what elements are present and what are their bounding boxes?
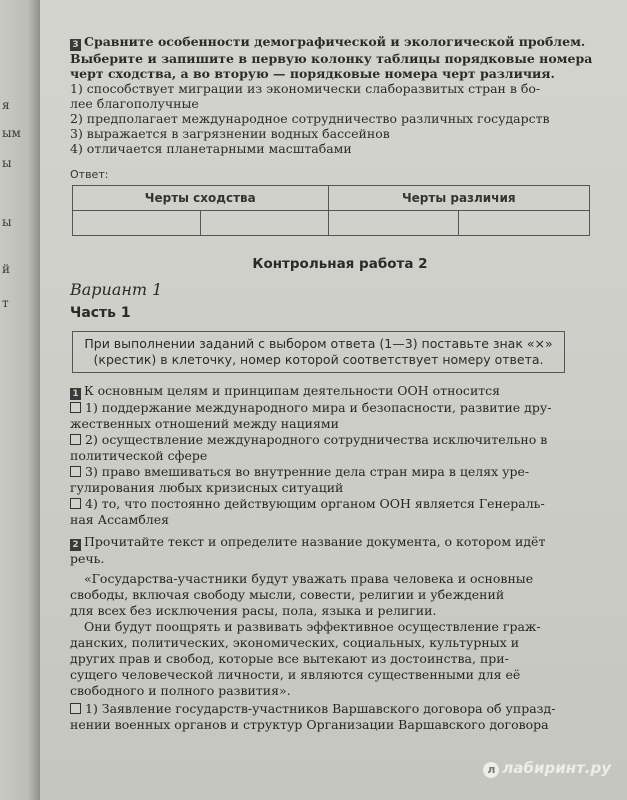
labirint-logo-icon: л [483, 762, 499, 778]
quote-line: Они будут поощрять и развивать эффективное осуществление граж- [84, 619, 541, 634]
option-line: 3) право вмешиваться во внутренние дела стран мира в целях уре- [85, 464, 530, 479]
task-number-badge: 1 [70, 388, 81, 400]
quote-line: свободы, включая свободу мысли, совести, религии и убеждений [70, 587, 505, 602]
task-question: К основным целям и принципам деятельности ООН относится [84, 383, 501, 398]
answer-checkbox[interactable] [70, 402, 81, 413]
left-page-edge [0, 0, 40, 800]
col-differences: Черты различия [328, 186, 590, 211]
answer-table [72, 185, 590, 236]
option-line: гулирования любых кризисных ситуаций [70, 480, 344, 495]
task-number-badge: 2 [70, 539, 81, 551]
left-fragment: ы [2, 215, 12, 229]
option-line: лее благополучные [70, 96, 199, 111]
option-line: 1) Заявление государств-участников Варшавского договора об упразд- [85, 701, 556, 716]
task-number-badge: 3 [70, 39, 81, 51]
answer-checkbox[interactable] [70, 466, 81, 477]
task-1 [70, 383, 610, 528]
watermark [483, 759, 611, 778]
task-2 [70, 534, 610, 733]
document-quote [70, 571, 610, 699]
answer-cell[interactable] [459, 211, 590, 236]
answer-cell[interactable] [328, 211, 459, 236]
answer-label: Ответ: [70, 168, 109, 181]
task-text-line: черт сходства, а во вторую — порядковые номера черт различия. [70, 66, 555, 81]
quote-line: данских, политических, экономических, социальных, культурных и [70, 635, 520, 650]
variant-title: Вариант 1 [70, 280, 163, 299]
left-fragment: ым [2, 126, 21, 140]
quote-line: «Государства-участники будут уважать права человека и основные [84, 571, 534, 586]
task-question: Прочитайте текст и определите название документа, о котором идёт [84, 534, 546, 549]
quote-line: свободного и полного развития». [70, 683, 291, 698]
page-content [70, 34, 610, 733]
option-line: 2) предполагает международное сотрудничество различных государств [70, 111, 550, 126]
answer-checkbox[interactable] [70, 434, 81, 445]
book-page [40, 0, 627, 800]
answer-cell[interactable] [200, 211, 328, 236]
option-line: нении военных органов и структур Организации Варшавского договора [70, 717, 549, 732]
answer-cell[interactable] [73, 211, 201, 236]
previous-task [70, 34, 610, 236]
option-line: 1) способствует миграции из экономически слаборазвитых стран в бо- [70, 81, 541, 96]
task-question: речь. [70, 551, 105, 566]
answer-checkbox[interactable] [70, 498, 81, 509]
left-fragment: т [2, 296, 9, 310]
task-text-line: Сравните особенности демографической и экологической проблем. [84, 34, 586, 49]
left-fragment: я [2, 98, 10, 112]
quote-line: сущего человеческой личности, и являются существенными для её [70, 667, 521, 682]
left-fragment: ы [2, 156, 12, 170]
option-line: жественных отношений между нациями [70, 416, 339, 431]
option-line: 4) отличается планетарными масштабами [70, 141, 352, 156]
part-title: Часть 1 [70, 305, 131, 321]
answer-checkbox[interactable] [70, 703, 81, 714]
option-line: 2) осуществление международного сотрудничества исключительно в [85, 432, 548, 447]
option-line: политической сфере [70, 448, 208, 463]
section-title: Контрольная работа 2 [252, 256, 428, 272]
quote-line: других прав и свобод, которые все вытекают из достоинства, при- [70, 651, 509, 666]
watermark-text: лабиринт.ру [502, 759, 611, 777]
left-fragment: й [2, 262, 10, 276]
option-line: 3) выражается в загрязнении водных бассейнов [70, 126, 390, 141]
option-line: ная Ассамблея [70, 512, 170, 527]
quote-line: для всех без исключения расы, пола, языка и религии. [70, 603, 437, 618]
option-line: 1) поддержание международного мира и безопасности, развитие дру- [85, 400, 552, 415]
option-line: 4) то, что постоянно действующим органом ООН является Генераль- [85, 496, 545, 511]
col-similarities: Черты сходства [73, 186, 329, 211]
task-text-line: Выберите и запишите в первую колонку таблицы порядковые номера [70, 51, 593, 66]
instruction-box: При выполнении заданий с выбором ответа (1—3) поставьте знак «×» (крестик) в клеточку, номер которой соответствует номеру ответа. [72, 331, 565, 373]
